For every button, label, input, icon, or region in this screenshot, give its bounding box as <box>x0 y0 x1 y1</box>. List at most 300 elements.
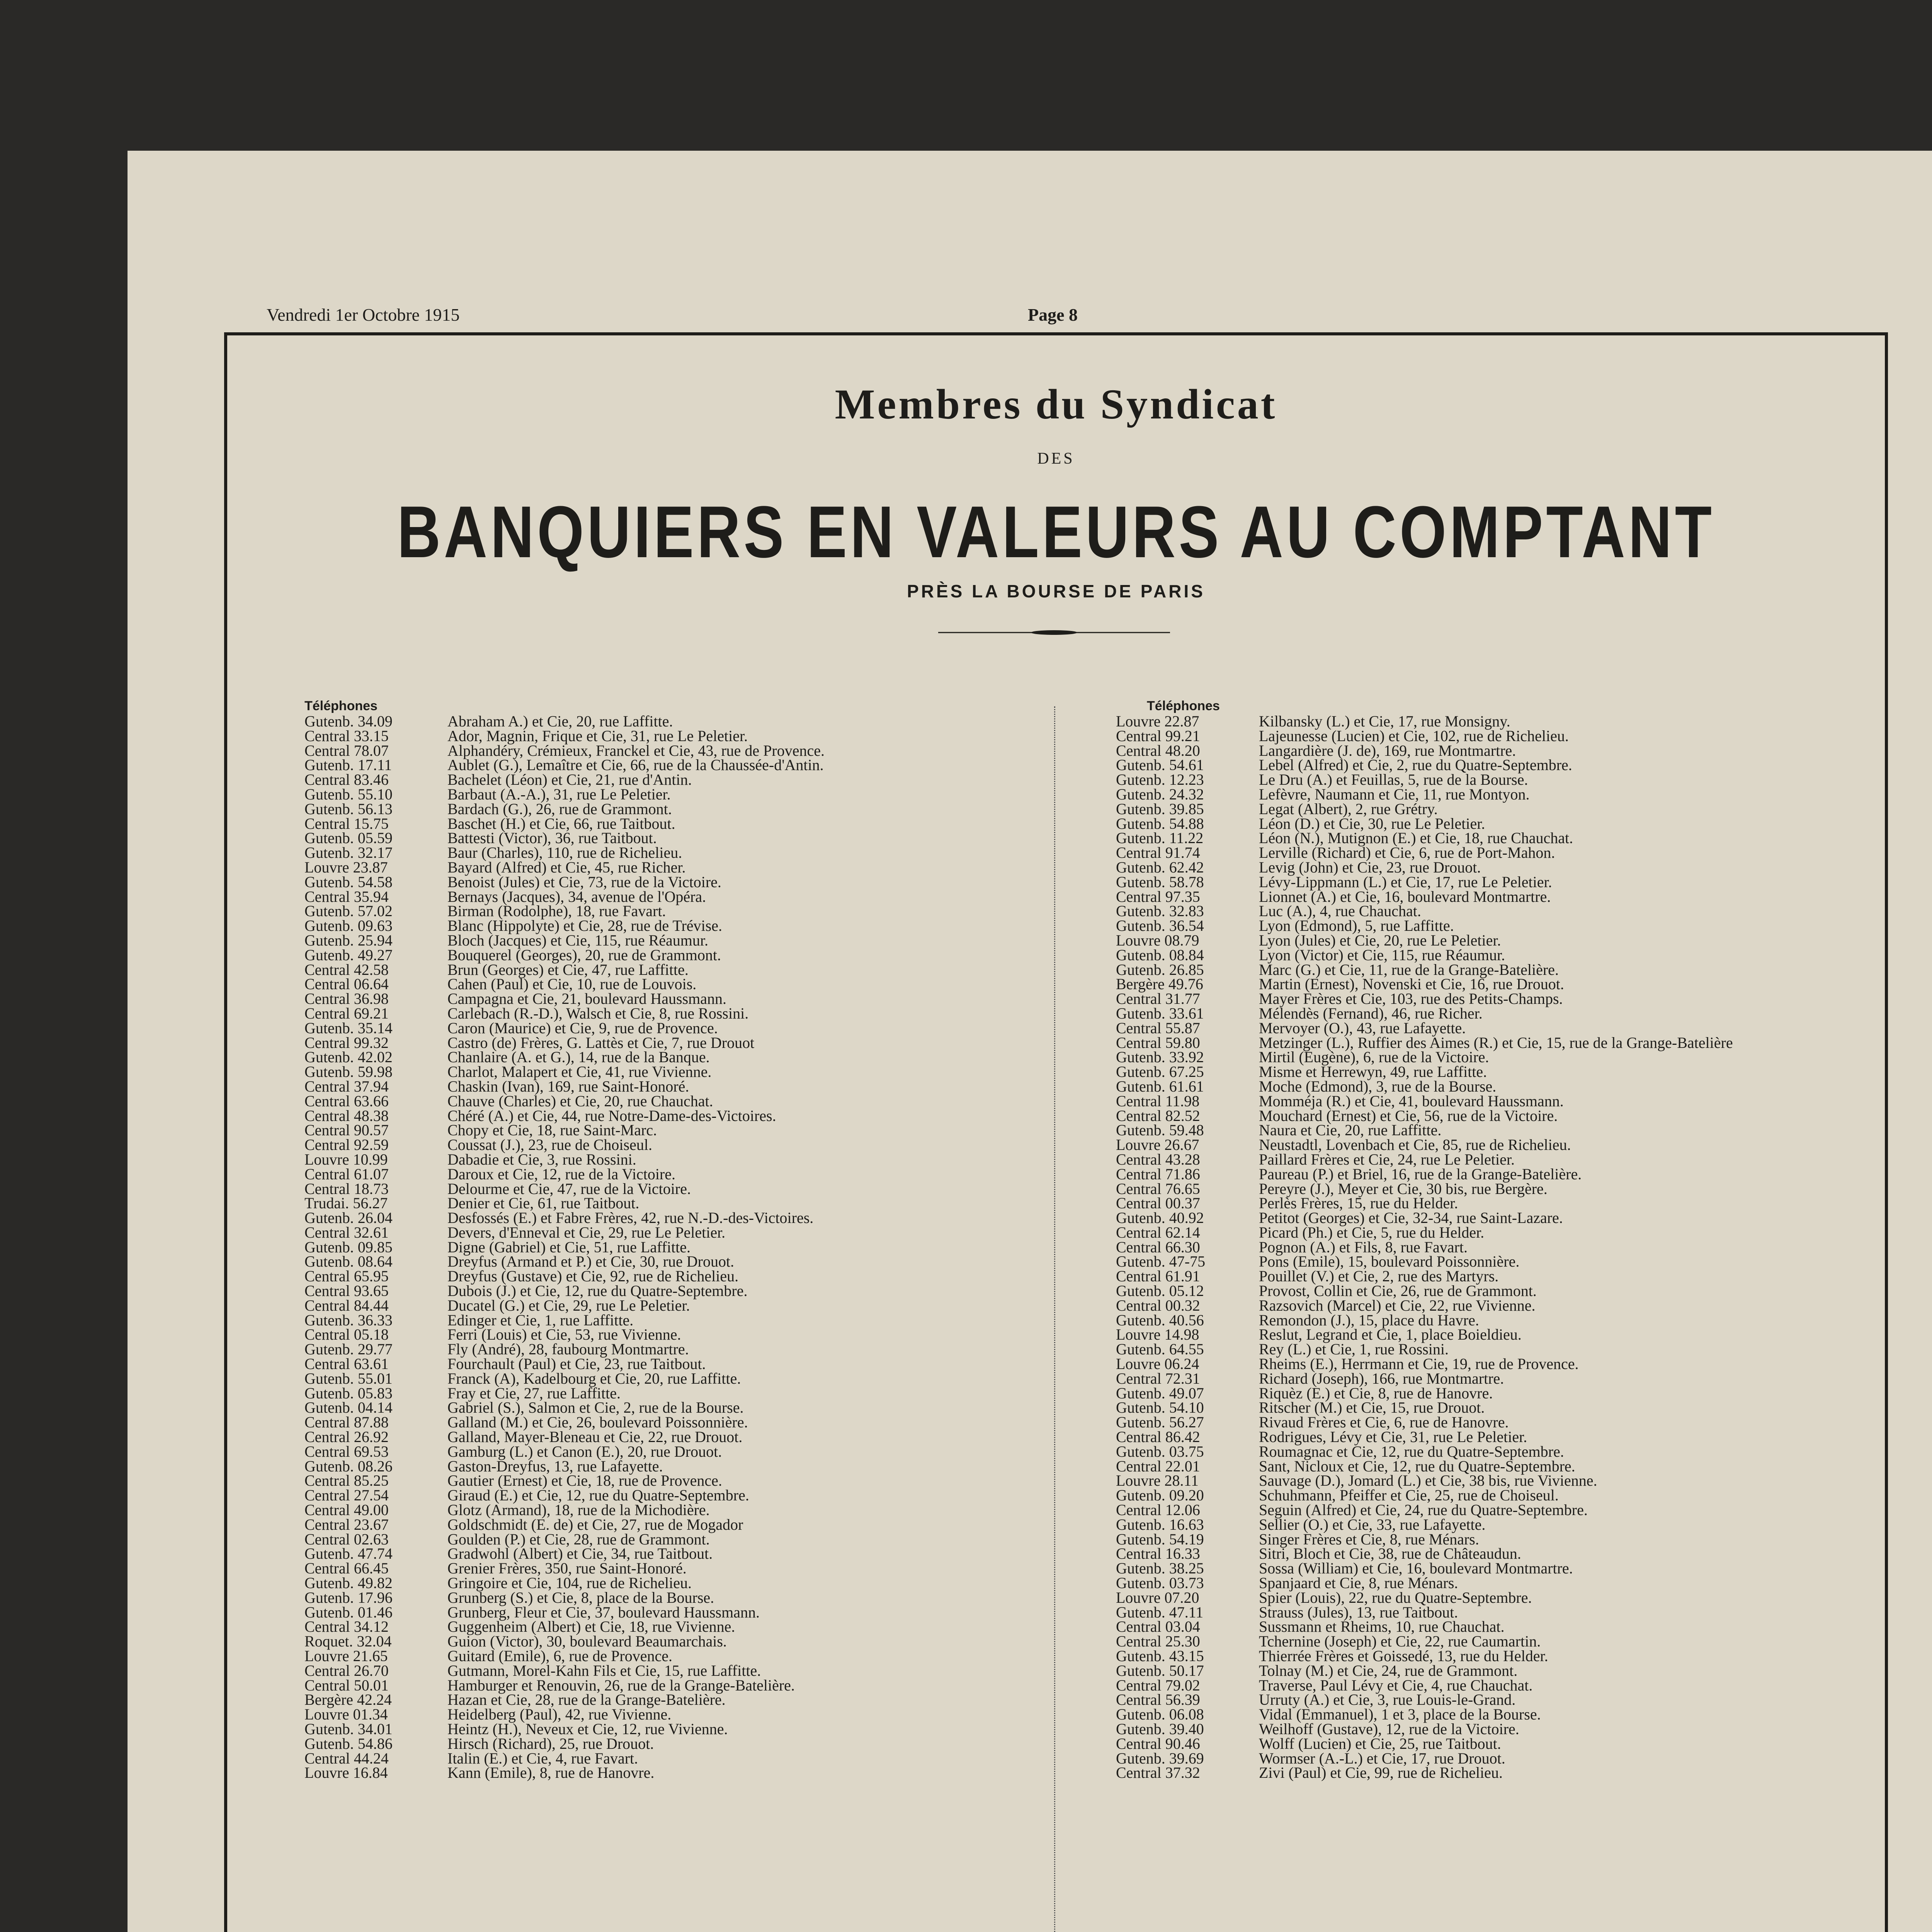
member-row <box>304 1605 825 1620</box>
member-name-address: Misme et Herrewyn, 49, rue Laffitte. <box>1259 1063 1487 1081</box>
member-row <box>1116 889 1733 904</box>
member-row <box>1116 1254 1733 1269</box>
member-name-address: Momméja (R.) et Cie, 41, boulevard Haussmann. <box>1259 1092 1564 1110</box>
member-name-address: Le Dru (A.) et Feuillas, 5, rue de la Bourse. <box>1259 771 1528 789</box>
member-name-address: Martin (Ernest), Novenski et Cie, 16, rue Drouot. <box>1259 975 1564 993</box>
member-name-address: Giraud (E.) et Cie, 12, rue du Quatre-Septembre. <box>447 1486 749 1504</box>
member-telephone: Gutenb. 43.15 <box>1116 1647 1204 1665</box>
member-row <box>1116 772 1733 787</box>
member-telephone: Central 23.67 <box>304 1515 389 1533</box>
member-row <box>1116 933 1733 948</box>
member-name-address: Kilbansky (L.) et Cie, 17, rue Monsigny. <box>1259 713 1510 730</box>
member-row <box>1116 1546 1733 1561</box>
member-name-address: Mélendès (Fernand), 46, rue Richer. <box>1259 1004 1483 1022</box>
member-telephone: Gutenb. 08.26 <box>304 1457 393 1475</box>
member-name-address: Pereyre (J.), Meyer et Cie, 30 bis, rue Bergère. <box>1259 1180 1548 1197</box>
member-name-address: Weilhoff (Gustave), 12, rue de la Victoire. <box>1259 1720 1519 1738</box>
member-telephone: Gutenb. 57.02 <box>304 902 393 920</box>
member-telephone: Gutenb. 39.40 <box>1116 1720 1204 1738</box>
member-name-address: Traverse, Paul Lévy et Cie, 4, rue Chauchat. <box>1259 1676 1533 1694</box>
member-row <box>1116 1298 1733 1313</box>
member-name-address: Kann (Emile), 8, rue de Hanovre. <box>447 1764 655 1782</box>
member-row <box>1116 714 1733 729</box>
member-telephone: Gutenb. 47.74 <box>304 1545 393 1563</box>
member-name-address: Franck (A), Kadelbourg et Cie, 20, rue Laffitte. <box>447 1369 741 1387</box>
member-row <box>1116 758 1733 772</box>
member-telephone: Louvre 21.65 <box>304 1647 388 1665</box>
member-name-address: Heidelberg (Paul), 42, rue Vivienne. <box>447 1706 672 1723</box>
member-row <box>1116 918 1733 933</box>
member-telephone: Central 27.54 <box>304 1486 389 1504</box>
member-row <box>304 845 825 860</box>
member-name-address: Reslut, Legrand et Cie, 1, place Boieldieu. <box>1259 1326 1522 1344</box>
member-name-address: Razsovich (Marcel) et Cie, 22, rue Vivienne. <box>1259 1296 1536 1314</box>
member-name-address: Sussmann et Rheims, 10, rue Chauchat. <box>1259 1618 1505 1636</box>
member-name-address: Gautier (Ernest) et Cie, 18, rue de Provence. <box>447 1472 722 1490</box>
member-name-address: Campagna et Cie, 21, boulevard Haussmann. <box>447 990 727 1008</box>
column-divider <box>1054 706 1055 1932</box>
member-row <box>304 1327 825 1342</box>
member-row <box>304 1109 825 1123</box>
member-name-address: Goulden (P.) et Cie, 28, rue de Grammont. <box>447 1530 710 1548</box>
member-name-address: Paillard Frères et Cie, 24, rue Le Peletier. <box>1259 1150 1515 1168</box>
member-row <box>1116 1196 1733 1211</box>
member-row <box>304 1430 825 1444</box>
member-name-address: Richard (Joseph), 166, rue Montmartre. <box>1259 1369 1504 1387</box>
member-telephone: Gutenb. 40.56 <box>1116 1311 1204 1329</box>
member-row <box>1116 904 1733 918</box>
member-row <box>1116 1138 1733 1152</box>
member-name-address: Chaskin (Ivan), 169, rue Saint-Honoré. <box>447 1077 689 1095</box>
member-name-address: Guion (Victor), 30, boulevard Beaumarchais. <box>447 1633 727 1650</box>
member-row <box>304 1225 825 1240</box>
member-telephone: Central 93.65 <box>304 1282 389 1300</box>
member-name-address: Daroux et Cie, 12, rue de la Victoire. <box>447 1165 675 1183</box>
member-telephone: Central 18.73 <box>304 1180 389 1197</box>
member-name-address: Schuhmann, Pfeiffer et Cie, 25, rue de Choiseul. <box>1259 1486 1559 1504</box>
member-row <box>304 1152 825 1167</box>
member-row <box>304 1342 825 1357</box>
member-name-address: Singer Frères et Cie, 8, rue Ménars. <box>1259 1530 1479 1548</box>
member-name-address: Desfossés (E.) et Fabre Frères, 42, rue N.-D.-des-Victoires. <box>447 1209 814 1227</box>
member-telephone: Central 69.53 <box>304 1442 389 1460</box>
member-telephone: Louvre 06.24 <box>1116 1355 1199 1373</box>
member-telephone: Central 35.94 <box>304 888 389 905</box>
member-row <box>1116 1444 1733 1459</box>
member-name-address: Pouillet (V.) et Cie, 2, rue des Martyrs. <box>1259 1267 1499 1285</box>
member-row <box>304 1663 825 1678</box>
member-telephone: Central 50.01 <box>304 1676 389 1694</box>
member-name-address: Heintz (H.), Neveux et Cie, 12, rue Vivienne. <box>447 1720 728 1738</box>
member-telephone: Gutenb. 06.08 <box>1116 1706 1204 1723</box>
member-telephone: Central 59.80 <box>1116 1034 1200 1051</box>
member-name-address: Naura et Cie, 20, rue Laffitte. <box>1259 1121 1442 1139</box>
member-row <box>304 1634 825 1649</box>
member-name-address: Bloch (Jacques) et Cie, 115, rue Réaumur. <box>447 931 708 949</box>
member-name-address: Ritscher (M.) et Cie, 15, rue Drouot. <box>1259 1399 1485 1417</box>
member-name-address: Abraham A.) et Cie, 20, rue Laffitte. <box>447 713 673 730</box>
member-name-address: Dabadie et Cie, 3, rue Rossini. <box>447 1150 636 1168</box>
title-membres: Membres du Syndicat <box>835 381 1277 428</box>
member-row <box>304 1707 825 1722</box>
member-telephone: Central 00.32 <box>1116 1296 1200 1314</box>
member-row <box>1116 1503 1733 1517</box>
member-row <box>1116 1576 1733 1590</box>
member-row <box>304 1503 825 1517</box>
member-row <box>1116 1327 1733 1342</box>
member-name-address: Carlebach (R.-D.), Walsch et Cie, 8, rue Rossini. <box>447 1004 749 1022</box>
member-row <box>1116 1152 1733 1167</box>
member-name-address: Aublet (G.), Lemaître et Cie, 66, rue de la Chaussée-d'Antin. <box>447 756 824 774</box>
member-name-address: Baschet (H.) et Cie, 66, rue Taitbout. <box>447 815 675 832</box>
member-telephone: Gutenb. 17.11 <box>304 756 392 774</box>
member-name-address: Luc (A.), 4, rue Chauchat. <box>1259 902 1421 920</box>
member-row <box>304 1123 825 1138</box>
member-telephone: Central 16.33 <box>1116 1545 1200 1563</box>
member-row <box>304 977 825 992</box>
ornament-rule <box>938 630 1170 635</box>
member-row <box>304 1313 825 1328</box>
member-telephone: Gutenb. 54.88 <box>1116 815 1204 832</box>
member-telephone: Gutenb. 08.64 <box>304 1253 393 1270</box>
member-telephone: Central 69.21 <box>304 1004 389 1022</box>
member-name-address: Galland, Mayer-Bleneau et Cie, 22, rue Drouot. <box>447 1428 743 1446</box>
member-telephone: Central 79.02 <box>1116 1676 1200 1694</box>
member-name-address: Baur (Charles), 110, rue de Richelieu. <box>447 844 682 862</box>
member-name-address: Lionnet (A.) et Cie, 16, boulevard Montmartre. <box>1259 888 1551 905</box>
member-telephone: Trudai. 56.27 <box>304 1194 388 1212</box>
member-telephone: Gutenb. 62.42 <box>1116 858 1204 876</box>
member-telephone: Central 63.66 <box>304 1092 389 1110</box>
member-row <box>1116 1269 1733 1284</box>
member-row <box>1116 1079 1733 1094</box>
member-row <box>1116 1605 1733 1620</box>
member-row <box>1116 1225 1733 1240</box>
member-name-address: Denier et Cie, 61, rue Taitbout. <box>447 1194 639 1212</box>
member-name-address: Grenier Frères, 350, rue Saint-Honoré. <box>447 1560 687 1577</box>
member-name-address: Spanjaard et Cie, 8, rue Ménars. <box>1259 1574 1458 1592</box>
member-row <box>1116 743 1733 758</box>
member-name-address: Roumagnac et Cie, 12, rue du Quatre-Septembre. <box>1259 1442 1564 1460</box>
member-telephone: Central 33.15 <box>304 727 389 745</box>
member-name-address: Lyon (Jules) et Cie, 20, rue Le Peletier. <box>1259 931 1501 949</box>
member-telephone: Central 56.39 <box>1116 1691 1200 1709</box>
member-name-address: Strauss (Jules), 13, rue Taitbout. <box>1259 1603 1458 1621</box>
member-row <box>304 1065 825 1079</box>
member-name-address: Hirsch (Richard), 25, rue Drouot. <box>447 1735 654 1752</box>
member-name-address: Sossa (William) et Cie, 16, boulevard Montmartre. <box>1259 1560 1573 1577</box>
member-name-address: Tolnay (M.) et Cie, 24, rue de Grammont. <box>1259 1662 1518 1679</box>
member-row <box>1116 1722 1733 1736</box>
member-row <box>304 933 825 948</box>
member-telephone: Louvre 01.34 <box>304 1706 388 1723</box>
member-telephone: Central 44.24 <box>304 1749 389 1767</box>
member-telephone: Gutenb. 33.61 <box>1116 1004 1204 1022</box>
member-name-address: Mouchard (Ernest) et Cie, 56, rue de la Victoire. <box>1259 1107 1558 1124</box>
member-telephone: Louvre 07.20 <box>1116 1588 1199 1606</box>
member-telephone: Central 65.95 <box>304 1267 389 1285</box>
member-telephone: Central 31.77 <box>1116 990 1200 1008</box>
member-name-address: Gaston-Dreyfus, 13, rue Lafayette. <box>447 1457 663 1475</box>
member-name-address: Guitard (Emile), 6, rue de Provence. <box>447 1647 673 1665</box>
member-name-address: Levig (John) et Cie, 23, rue Drouot. <box>1259 858 1481 876</box>
member-row <box>1116 1692 1733 1707</box>
member-row <box>304 1532 825 1547</box>
member-telephone: Gutenb. 09.85 <box>304 1238 393 1256</box>
member-name-address: Zivi (Paul) et Cie, 99, rue de Richelieu. <box>1259 1764 1503 1782</box>
member-row <box>304 875 825 889</box>
member-name-address: Mayer Frères et Cie, 103, rue des Petits-Champs. <box>1259 990 1563 1008</box>
member-row <box>304 1473 825 1488</box>
member-name-address: Rivaud Frères et Cie, 6, rue de Hanovre. <box>1259 1413 1509 1431</box>
member-name-address: Dreyfus (Armand et P.) et Cie, 30, rue Drouot. <box>447 1253 735 1270</box>
member-row <box>304 1765 825 1780</box>
member-name-address: Wolff (Lucien) et Cie, 25, rue Taitbout. <box>1259 1735 1501 1752</box>
member-telephone: Central 63.61 <box>304 1355 389 1373</box>
member-name-address: Blanc (Hippolyte) et Cie, 28, rue de Trévise. <box>447 917 722 935</box>
member-telephone: Gutenb. 08.84 <box>1116 946 1204 964</box>
member-name-address: Thierrée Frères et Goissedé, 13, rue du Helder. <box>1259 1647 1548 1665</box>
member-name-address: Hamburger et Renouvin, 26, rue de la Grange-Batelière. <box>447 1676 795 1694</box>
member-telephone: Gutenb. 34.09 <box>304 713 393 730</box>
member-telephone: Central 82.52 <box>1116 1107 1200 1124</box>
member-name-address: Glotz (Armand), 18, rue de la Michodière. <box>447 1501 710 1519</box>
member-name-address: Grunberg, Fleur et Cie, 37, boulevard Haussmann. <box>447 1603 760 1621</box>
member-telephone: Central 48.38 <box>304 1107 389 1124</box>
member-name-address: Sellier (O.) et Cie, 33, rue Lafayette. <box>1259 1515 1486 1533</box>
member-row <box>304 1590 825 1605</box>
member-telephone: Central 55.87 <box>1116 1019 1200 1037</box>
member-telephone: Central 22.01 <box>1116 1457 1200 1475</box>
member-telephone: Gutenb. 56.27 <box>1116 1413 1204 1431</box>
member-row <box>304 1444 825 1459</box>
member-row <box>1116 1313 1733 1328</box>
member-name-address: Pognon (A.) et Fils, 8, rue Favart. <box>1259 1238 1468 1256</box>
member-name-address: Edinger et Cie, 1, rue Laffitte. <box>447 1311 634 1329</box>
members-column-left <box>304 699 825 1780</box>
member-row <box>1116 875 1733 889</box>
member-telephone: Louvre 22.87 <box>1116 713 1199 730</box>
member-telephone: Gutenb. 36.33 <box>304 1311 393 1329</box>
member-row <box>304 831 825 845</box>
member-telephone: Gutenb. 42.02 <box>304 1048 393 1066</box>
member-telephone: Gutenb. 05.83 <box>304 1384 393 1402</box>
member-name-address: Perlès Frères, 15, rue du Helder. <box>1259 1194 1458 1212</box>
member-row <box>1116 845 1733 860</box>
member-row <box>304 1240 825 1255</box>
member-telephone: Central 91.74 <box>1116 844 1200 862</box>
member-telephone: Gutenb. 04.14 <box>304 1399 393 1417</box>
title-des: DES <box>1037 450 1075 468</box>
member-telephone: Central 05.18 <box>304 1326 389 1344</box>
member-row <box>1116 1707 1733 1722</box>
member-telephone: Gutenb. 05.12 <box>1116 1282 1204 1300</box>
member-name-address: Riquèz (E.) et Cie, 8, rue de Hanovre. <box>1259 1384 1493 1402</box>
member-row <box>1116 1459 1733 1474</box>
member-telephone: Louvre 23.87 <box>304 858 388 876</box>
member-telephone: Central 42.58 <box>304 961 389 978</box>
member-name-address: Léon (D.) et Cie, 30, rue Le Peletier. <box>1259 815 1485 832</box>
member-telephone: Gutenb. 16.63 <box>1116 1515 1204 1533</box>
member-telephone: Louvre 26.67 <box>1116 1136 1199 1154</box>
member-telephone: Gutenb. 01.46 <box>304 1603 393 1621</box>
member-telephone: Central 12.06 <box>1116 1501 1200 1519</box>
member-telephone: Central 11.98 <box>1116 1092 1200 1110</box>
member-name-address: Gamburg (L.) et Canon (E.), 20, rue Drouot. <box>447 1442 722 1460</box>
member-name-address: Provost, Collin et Cie, 26, rue de Grammont. <box>1259 1282 1537 1300</box>
member-row <box>1116 1415 1733 1430</box>
member-row <box>1116 787 1733 802</box>
member-telephone: Gutenb. 38.25 <box>1116 1560 1204 1577</box>
member-name-address: Galland (M.) et Cie, 26, boulevard Poissonnière. <box>447 1413 748 1431</box>
member-name-address: Fray et Cie, 27, rue Laffitte. <box>447 1384 621 1402</box>
member-row <box>1116 1488 1733 1503</box>
member-name-address: Coussat (J.), 23, rue de Choiseul. <box>447 1136 652 1154</box>
member-name-address: Hazan et Cie, 28, rue de la Grange-Batelière. <box>447 1691 726 1709</box>
member-telephone: Central 78.07 <box>304 742 389 759</box>
member-telephone: Gutenb. 59.48 <box>1116 1121 1204 1139</box>
member-row <box>304 1692 825 1707</box>
member-name-address: Gringoire et Cie, 104, rue de Richelieu. <box>447 1574 692 1592</box>
member-row <box>304 772 825 787</box>
member-telephone: Gutenb. 35.14 <box>304 1019 393 1037</box>
member-telephone: Central 26.70 <box>304 1662 389 1679</box>
member-row <box>1116 831 1733 845</box>
member-name-address: Digne (Gabriel) et Cie, 51, rue Laffitte. <box>447 1238 691 1256</box>
member-telephone: Gutenb. 39.69 <box>1116 1749 1204 1767</box>
member-telephone: Gutenb. 40.92 <box>1116 1209 1204 1227</box>
member-telephone: Gutenb. 54.19 <box>1116 1530 1204 1548</box>
member-row <box>304 1488 825 1503</box>
member-name-address: Dubois (J.) et Cie, 12, rue du Quatre-Septembre. <box>447 1282 748 1300</box>
member-row <box>304 1415 825 1430</box>
title-banquiers: BANQUIERS EN VALEURS AU COMPTANT <box>397 491 1715 573</box>
member-row <box>1116 860 1733 875</box>
member-telephone: Bergère 42.24 <box>304 1691 392 1709</box>
member-telephone: Central 99.32 <box>304 1034 389 1051</box>
member-row <box>1116 1050 1733 1065</box>
member-row <box>1116 963 1733 977</box>
member-telephone: Gutenb. 58.78 <box>1116 873 1204 891</box>
member-row <box>304 1736 825 1751</box>
member-telephone: Gutenb. 09.20 <box>1116 1486 1204 1504</box>
member-row <box>1116 1371 1733 1386</box>
member-row <box>304 1006 825 1021</box>
member-row <box>304 1561 825 1576</box>
member-telephone: Gutenb. 05.59 <box>304 829 393 847</box>
member-name-address: Guggenheim (Albert) et Cie, 18, rue Vivienne. <box>447 1618 735 1636</box>
member-row <box>1116 729 1733 743</box>
member-telephone: Louvre 10.99 <box>304 1150 388 1168</box>
member-row <box>1116 977 1733 992</box>
member-telephone: Gutenb. 55.10 <box>304 785 393 803</box>
member-telephone: Central 90.57 <box>304 1121 389 1139</box>
member-row <box>304 860 825 875</box>
member-name-address: Lévy-Lippmann (L.) et Cie, 17, rue Le Peletier. <box>1259 873 1552 891</box>
member-row <box>1116 1751 1733 1766</box>
member-telephone: Central 90.46 <box>1116 1735 1200 1752</box>
member-row <box>304 1167 825 1182</box>
member-name-address: Bouquerel (Georges), 20, rue de Grammont. <box>447 946 721 964</box>
member-name-address: Gabriel (S.), Salmon et Cie, 2, rue de la Bourse. <box>447 1399 744 1417</box>
member-name-address: Lajeunesse (Lucien) et Cie, 102, rue de Richelieu. <box>1259 727 1569 745</box>
member-name-address: Lyon (Victor) et Cie, 115, rue Réaumur. <box>1259 946 1505 964</box>
member-telephone: Central 66.30 <box>1116 1238 1200 1256</box>
member-name-address: Bachelet (Léon) et Cie, 21, rue d'Antin. <box>447 771 692 789</box>
member-telephone: Louvre 14.98 <box>1116 1326 1199 1344</box>
member-row <box>304 1254 825 1269</box>
member-row <box>1116 1006 1733 1021</box>
member-row <box>304 1649 825 1663</box>
member-telephone: Gutenb. 09.63 <box>304 917 393 935</box>
member-telephone: Central 26.92 <box>304 1428 389 1446</box>
member-telephone: Central 48.20 <box>1116 742 1200 759</box>
member-name-address: Legat (Albert), 2, rue Grétry. <box>1259 800 1438 818</box>
member-telephone: Gutenb. 11.22 <box>1116 829 1204 847</box>
member-row <box>1116 816 1733 831</box>
member-row <box>1116 1517 1733 1532</box>
members-column-right <box>1116 699 1733 1780</box>
member-telephone: Gutenb. 03.75 <box>1116 1442 1204 1460</box>
member-name-address: Castro (de) Frères, G. Lattès et Cie, 7, rue Drouot <box>447 1034 755 1051</box>
member-row <box>1116 1182 1733 1196</box>
member-row <box>304 802 825 816</box>
member-name-address: Bardach (G.), 26, rue de Grammont. <box>447 800 672 818</box>
member-row <box>304 1386 825 1401</box>
member-telephone: Gutenb. 56.13 <box>304 800 393 818</box>
member-telephone: Central 84.44 <box>304 1296 389 1314</box>
member-name-address: Chéré (A.) et Cie, 44, rue Notre-Dame-des-Victoires. <box>447 1107 776 1124</box>
member-name-address: Urruty (A.) et Cie, 3, rue Louis-le-Grand. <box>1259 1691 1516 1709</box>
member-row <box>1116 1342 1733 1357</box>
left-column-header: Téléphones <box>304 699 378 713</box>
member-row <box>1116 1561 1733 1576</box>
member-telephone: Gutenb. 49.27 <box>304 946 393 964</box>
member-name-address: Picard (Ph.) et Cie, 5, rue du Helder. <box>1259 1223 1485 1241</box>
member-telephone: Gutenb. 47.11 <box>1116 1603 1204 1621</box>
member-row <box>304 948 825 963</box>
member-name-address: Dreyfus (Gustave) et Cie, 92, rue de Richelieu. <box>447 1267 739 1285</box>
member-telephone: Gutenb. 55.01 <box>304 1369 393 1387</box>
member-row <box>304 1050 825 1065</box>
member-name-address: Marc (G.) et Cie, 11, rue de la Grange-Batelière. <box>1259 961 1559 978</box>
member-name-address: Vidal (Emmanuel), 1 et 3, place de la Bourse. <box>1259 1706 1541 1723</box>
member-telephone: Central 32.61 <box>304 1223 389 1241</box>
member-row <box>1116 802 1733 816</box>
member-name-address: Seguin (Alfred) et Cie, 24, rue du Quatre-Septembre. <box>1259 1501 1588 1519</box>
member-name-address: Chanlaire (A. et G.), 14, rue de la Banque. <box>447 1048 710 1066</box>
syndicat-frame <box>224 332 1888 1932</box>
member-telephone: Gutenb. 03.73 <box>1116 1574 1204 1592</box>
member-name-address: Mirtil (Eugène), 6, rue de la Victoire. <box>1259 1048 1489 1066</box>
header-page-number: Page 8 <box>1028 305 1078 325</box>
member-name-address: Rodrigues, Lévy et Cie, 31, rue Le Peletier. <box>1259 1428 1527 1446</box>
member-telephone: Gutenb. 36.54 <box>1116 917 1204 935</box>
member-telephone: Gutenb. 25.94 <box>304 931 393 949</box>
member-row <box>1116 1036 1733 1050</box>
member-telephone: Gutenb. 54.58 <box>304 873 393 891</box>
member-telephone: Central 66.45 <box>304 1560 389 1577</box>
member-name-address: Devers, d'Enneval et Cie, 29, rue Le Peletier. <box>447 1223 726 1241</box>
member-row <box>304 1678 825 1693</box>
member-name-address: Cahen (Paul) et Cie, 10, rue de Louvois. <box>447 975 697 993</box>
member-row <box>304 1284 825 1298</box>
member-row <box>304 1269 825 1284</box>
member-name-address: Lyon (Edmond), 5, rue Laffitte. <box>1259 917 1454 935</box>
member-telephone: Central 00.37 <box>1116 1194 1200 1212</box>
member-name-address: Caron (Maurice) et Cie, 9, rue de Provence. <box>447 1019 718 1037</box>
member-row <box>304 1459 825 1474</box>
